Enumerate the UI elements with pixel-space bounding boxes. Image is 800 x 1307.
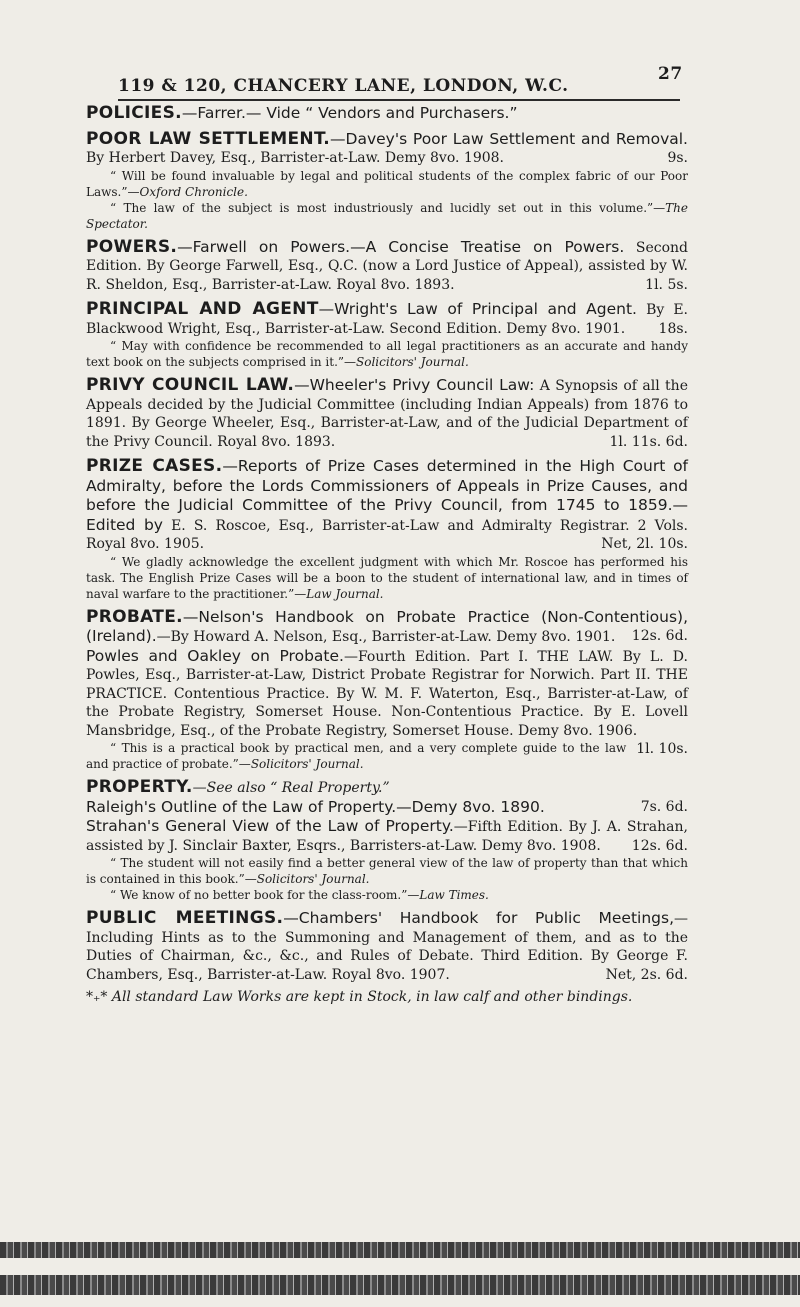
scan-edge-band-top (0, 1242, 800, 1258)
property-quote-1-source: Solicitors' Journal. (256, 872, 370, 886)
header-address: 119 & 120, CHANCERY LANE, LONDON, W.C. (118, 76, 569, 96)
heading-public-meetings: PUBLIC MEETINGS. (86, 908, 284, 928)
property-strahan-title: Strahan's General View of the Law of Property. (86, 817, 454, 835)
probate-quote-source: Solicitors' Journal. (250, 757, 364, 771)
poor-law-quote-2: “ The law of the subject is most industriously and lucidly set out in this volume.”— (110, 200, 666, 215)
prize-title: —Reports of Prize Cases determined in the High Court of Admiralty, before the Lords Commissioners of Appeals in Prize Causes, and before the Judicial Committee of the Privy Council, from 1745 to 1859.—Edited by (86, 457, 689, 534)
probate-price: 12s. 6d. (631, 628, 688, 644)
property-strahan-price: 12s. 6d. (631, 837, 688, 854)
poor-law-author: By Herbert Davey, Esq., Barrister-at-Law. Demy 8vo. 1908. (86, 150, 504, 166)
heading-property: PROPERTY. (86, 777, 193, 797)
probate-text: —By Howard A. Nelson, Esq., Barrister-at-Law. Demy 8vo. 1901. (156, 629, 616, 645)
entry-probate (86, 608, 688, 773)
probate-quote: “ This is a practical book by practical men, and a very complete guide to the law and practice of probate.”— (86, 741, 627, 771)
poor-law-price: 9s. (667, 150, 688, 166)
poor-law-quote-1: “ Will be found invaluable by legal and political students of the complex fabric of our Poor Laws.”— (86, 168, 688, 199)
entry-policies (86, 104, 688, 124)
poor-law-title: —Davey's Poor Law Settlement and Removal. (330, 129, 688, 148)
entry-poor-law (86, 130, 688, 232)
public-title: —Chambers' Handbook for Public Meetings, (283, 909, 675, 927)
policies-text: —Farrer.— Vide “ Vendors and Purchasers.” (181, 104, 518, 122)
heading-privy-council: PRIVY COUNCIL LAW. (86, 375, 295, 395)
entry-public-meetings (86, 909, 688, 1007)
catalogue-content (86, 104, 688, 1013)
property-quote-2-source: Law Times. (419, 888, 489, 902)
prize-price: Net, 2l. 10s. (601, 536, 688, 552)
powers-title: —Farwell on Powers.—A Concise Treatise on Powers. (177, 237, 625, 256)
powers-price: 1l. 5s. (645, 276, 688, 293)
property-see-also: —See also “ Real Property.” (192, 780, 390, 796)
probate-sub-price: 1l. 10s. (636, 741, 688, 757)
principal-quote-source: Solicitors' Journal. (356, 355, 469, 369)
public-text: —Including Hints as to the Summoning and Management of them, and as to the Duties of Chairman, &c., &c., and Rules of Debate. Third Edition. By George F. Chambers, Esq., Barrister-at-Law. Royal 8vo. 1907. (86, 911, 689, 983)
heading-powers: POWERS. (86, 236, 178, 257)
privy-text: A Synopsis of all the Appeals decided by the Judicial Committee (including Indian Appeals) from 1876 to 1891. By George Wheeler, Esq., Barrister-at-Law, and of the Judicial Department of the Privy Council. Royal 8vo. 1893. (86, 378, 688, 450)
principal-text: By E. Blackwood Wright, Esq., Barrister-at-Law. Second Edition. Demy 8vo. 1901. (86, 302, 688, 337)
privy-title: —Wheeler's Privy Council Law: (294, 376, 535, 394)
principal-quote: “ May with confidence be recommended to all legal practitioners as an accurate and handy text book on the subjects comprised in it.”— (86, 339, 688, 369)
heading-probate: PROBATE. (86, 606, 183, 627)
poor-law-quote-1-source: Oxford Chronicle. (139, 184, 248, 199)
principal-title: —Wright's Law of Principal and Agent. (318, 300, 637, 318)
scan-edge-band-bottom (0, 1275, 800, 1295)
public-price: Net, 2s. 6d. (605, 966, 688, 983)
property-quote-1: “ The student will not easily find a better general view of the law of property than that which is contained in this book.”— (86, 856, 688, 886)
entry-property (86, 778, 688, 903)
probate-sub-text: —Fourth Edition. Part I. THE LAW. By L. D. Powles, Esq., Barrister-at-Law, District Probate Registrar for Norwich. Part II. THE PRACTICE. Contentious Practice. By W. M. F. Waterton, Esq., Barrister-at-Law, of the Probate Registry, Somerset House. Non-Contentious Practice. By E. Lovell Mansbridge, Esq., of the Probate Registry, Somerset House. Demy 8vo. 1906. (86, 648, 688, 739)
heading-principal-agent: PRINCIPAL AND AGENT (86, 299, 319, 319)
property-strahan-text: —Fifth Edition. By J. A. Strahan, assisted by J. Sinclair Baxter, Esqrs., Barristers-at-Law. Demy 8vo. 1908. (86, 819, 688, 854)
page-number: 27 (658, 64, 683, 84)
property-raleigh-price: 7s. 6d. (640, 798, 688, 815)
powers-text: Second Edition. By George Farwell, Esq., Q.C. (now a Lord Justice of Appeal), assisted by W. R. Sheldon, Esq., Barrister-at-Law. Royal 8vo. 1893. (86, 239, 688, 293)
entry-principal-agent (86, 300, 688, 370)
property-quote-2: “ We know of no better book for the class-room.”— (110, 888, 420, 902)
probate-title: —Nelson's Handbook on Probate Practice (Non-Contentious), (Ireland). (86, 607, 688, 645)
property-raleigh: Raleigh's Outline of the Law of Property.—Demy 8vo. 1890. (86, 797, 545, 816)
privy-price: 1l. 11s. 6d. (609, 433, 688, 450)
heading-policies: POLICIES. (86, 103, 182, 123)
entry-powers (86, 238, 688, 295)
heading-prize-cases: PRIZE CASES. (86, 456, 223, 476)
entry-privy-council (86, 376, 688, 451)
heading-poor-law: POOR LAW SETTLEMENT. (86, 128, 331, 149)
probate-sub-title: Powles and Oakley on Probate. (86, 646, 344, 665)
footer-note: *₊* All standard Law Works are kept in Stock, in law calf and other bindings. (86, 989, 633, 1005)
principal-price: 18s. (658, 320, 688, 337)
prize-quote: “ We gladly acknowledge the excellent judgment with which Mr. Roscoe has performed his task. The English Prize Cases will be a boon to the student of international law, and in times of naval warfare to the practitioner.”— (86, 554, 688, 601)
poor-law-quote-2-source: The Spectator. (86, 200, 688, 231)
entry-prize-cases (86, 457, 688, 602)
header-rule (118, 99, 680, 101)
prize-quote-source: Law Journal. (306, 586, 384, 601)
prize-text: E. S. Roscoe, Esq., Barrister-at-Law and Admiralty Registrar. 2 Vols. Royal 8vo. 1905. (86, 517, 688, 552)
